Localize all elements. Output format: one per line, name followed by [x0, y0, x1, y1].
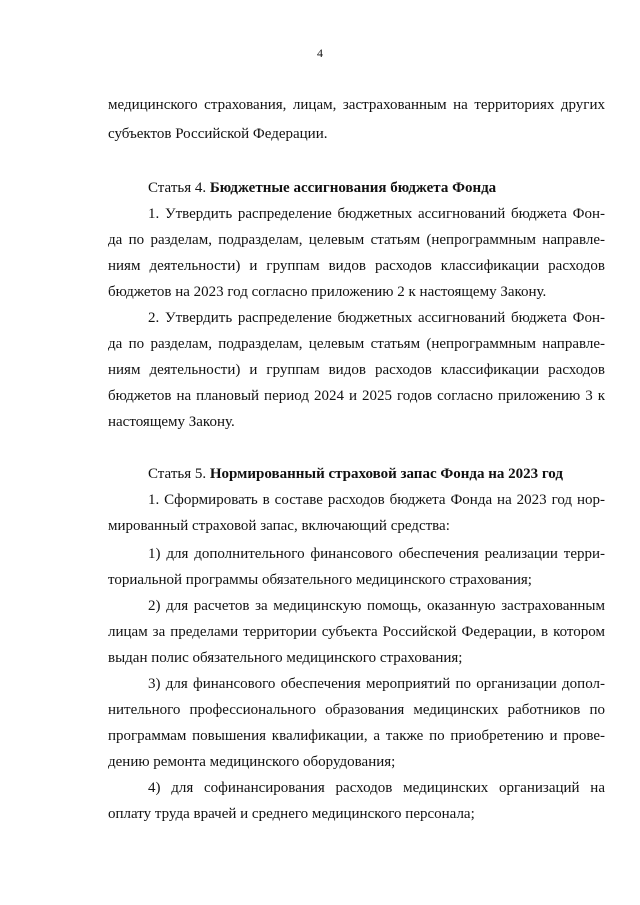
- paragraph-line: мированный страховой запас, включающий средства:: [108, 518, 450, 534]
- list-item-line: 2) для расчетов за медицинскую помощь, оказанную застрахованным: [148, 598, 605, 614]
- list-item-line: нительного профессионального образования медицинских работников по: [108, 702, 605, 718]
- paragraph-line: 2. Утвердить распределение бюджетных ассигнований бюджета Фон-: [148, 310, 605, 326]
- paragraph-line: субъектов Российской Федерации.: [108, 126, 328, 142]
- paragraph-line: ниям деятельности) и группам видов расходов классификации расходов: [108, 258, 605, 274]
- list-item-line: 1) для дополнительного финансового обеспечения реализации терри-: [148, 546, 605, 562]
- list-item-line: лицам за пределами территории субъекта Российской Федерации, в котором: [108, 624, 605, 640]
- paragraph-line: бюджетов на 2023 год согласно приложению 2 к настоящему Закону.: [108, 284, 547, 300]
- list-item-line: ториальной программы обязательного медицинского страхования;: [108, 572, 532, 588]
- list-item-line: 3) для финансового обеспечения мероприятий по организации допол-: [148, 676, 605, 692]
- list-item-line: 4) для софинансирования расходов медицинских организаций на: [148, 780, 605, 796]
- paragraph-line: бюджетов на плановый период 2024 и 2025 годов согласно приложению 3 к: [108, 388, 605, 404]
- paragraph-line: да по разделам, подразделам, целевым статьям (непрограммным направле-: [108, 336, 605, 352]
- article-5-number: Статья 5.: [148, 466, 210, 482]
- paragraph-line: да по разделам, подразделам, целевым статьям (непрограммным направле-: [108, 232, 605, 248]
- article-4-heading: [148, 180, 496, 197]
- page-number: 4: [317, 46, 323, 60]
- article-4-title: Бюджетные ассигнования бюджета Фонда: [209, 180, 497, 196]
- paragraph-line: ниям деятельности) и группам видов расходов классификации расходов: [108, 362, 605, 378]
- list-item-line: дению ремонта медицинского оборудования;: [108, 754, 396, 770]
- list-item-line: оплату труда врачей и среднего медицинского персонала;: [108, 806, 475, 822]
- paragraph-line: настоящему Закону.: [108, 414, 235, 430]
- article-5-heading: [148, 466, 563, 483]
- list-item-line: выдан полис обязательного медицинского страхования;: [108, 650, 463, 666]
- paragraph-line: медицинского страхования, лицам, застрахованным на территориях других: [108, 97, 605, 113]
- article-4-number: Статья 4.: [148, 180, 210, 196]
- paragraph-line: 1. Сформировать в составе расходов бюджета Фонда на 2023 год нор-: [148, 492, 605, 508]
- article-5-title: Нормированный страховой запас Фонда на 2023 год: [209, 466, 563, 482]
- paragraph-line: 1. Утвердить распределение бюджетных ассигнований бюджета Фон-: [148, 206, 605, 222]
- list-item-line: программам повышения квалификации, а также по приобретению и прове-: [108, 728, 605, 744]
